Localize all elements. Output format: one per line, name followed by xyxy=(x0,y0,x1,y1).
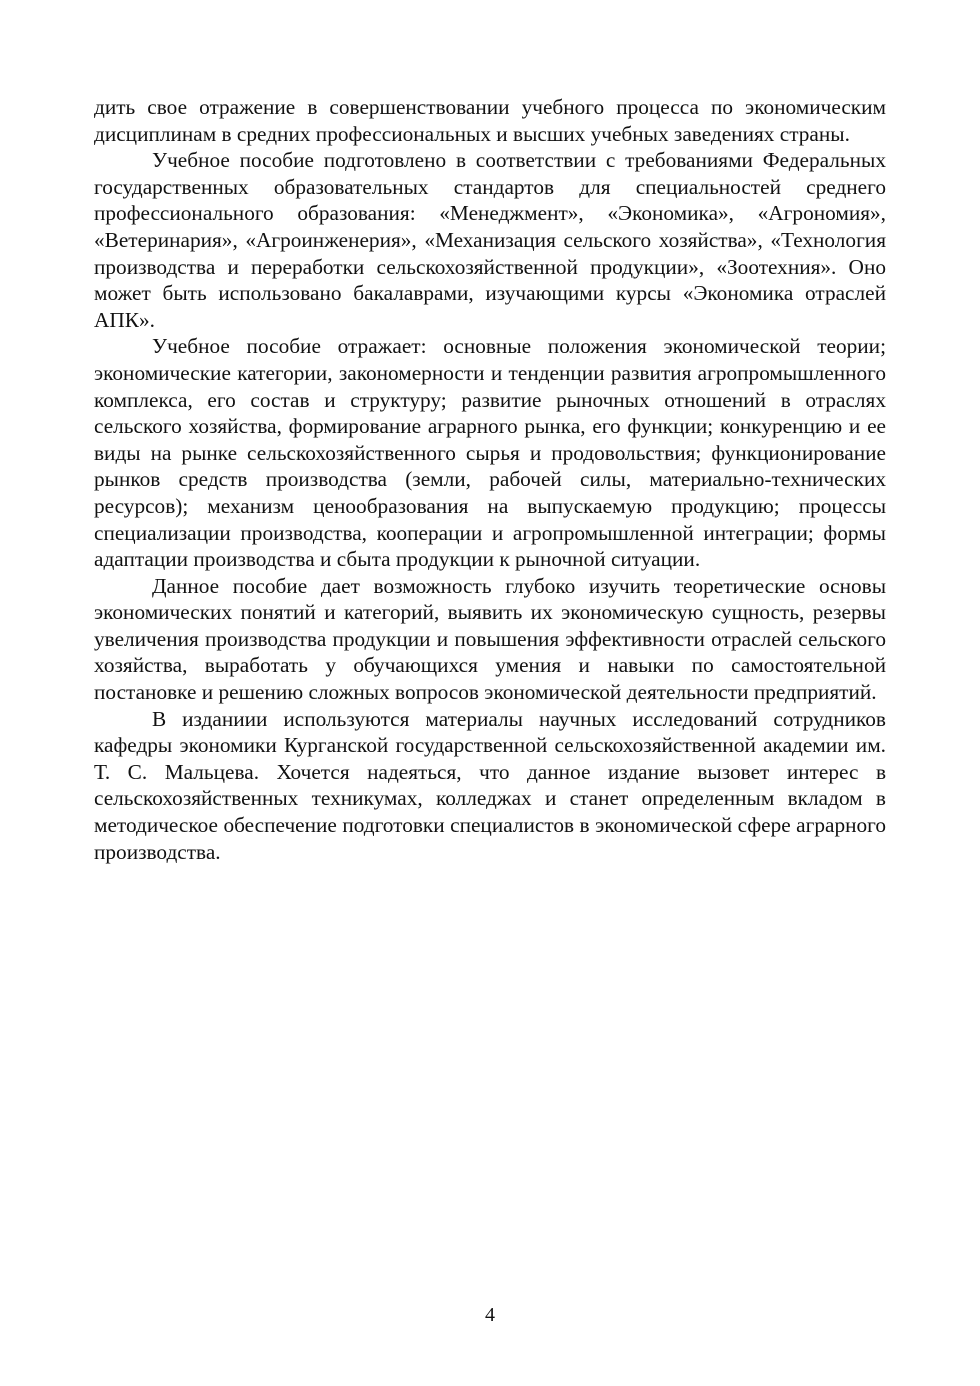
paragraph-standards: Учебное пособие подготовлено в соответствии с требованиями Федеральных государственных образовательных стандартов для специальностей среднего профессионального образования: «Менеджмент», «Экономика», «Агрономия», «Ветеринария», «Агроинженерия», «Механизация сельского хозяйства», «Технология производства и переработки сельскохозяйственной продукции», «Зоотехния». Оно может быть использовано бакалаврами, изучающими курсы «Экономика отраслей АПК». xyxy=(94,148,886,332)
page-body xyxy=(94,94,886,865)
paragraph-sources: В изданиии используются материалы научных исследований сотрудников кафедры экономики Курганской государственной сельскохозяйственной академии им. Т. С. Мальцева. Хочется надеяться, что данное издание вызовет интерес в сельскохозяйственных техникумах, колледжах и станет определенным вкладом в методическое обеспечение подготовки специалистов в экономической сфере аграрного производства. xyxy=(94,706,886,864)
paragraph-purpose: Данное пособие дает возможность глубоко изучить теоретические основы экономических понятий и категорий, выявить их экономическую сущность, резервы увеличения производства продукции и повышения эффективности отраслей сельского хозяйства, выработать у обучающихся умения и навыки по самостоятельной постановке и решению сложных вопросов экономической деятельности предприятий. xyxy=(94,573,886,705)
paragraph-continuation: дить свое отражение в совершенствовании учебного процесса по экономическим дисциплинам в средних профессиональных и высших учебных заведениях страны. xyxy=(94,95,886,146)
paragraph-contents: Учебное пособие отражает: основные положения экономической теории; экономические категории, закономерности и тенденции развития агропромышленного комплекса, его состав и структуру; развитие рыночных отношений в отраслях сельского хозяйства, формирование аграрного рынка, его функции; конкуренцию и ее виды на рынке сельскохозяйственного сырья и продовольствия; функционирование рынков средств производства (земли, рабочей силы, материально-технических ресурсов); механизм ценообразования на выпускаемую продукцию; процессы специализации производства, кооперации и агропромышленной интеграции; формы адаптации производства и сбыта продукции к рыночной ситуации. xyxy=(94,334,886,572)
page-number: 4 xyxy=(485,1304,495,1326)
